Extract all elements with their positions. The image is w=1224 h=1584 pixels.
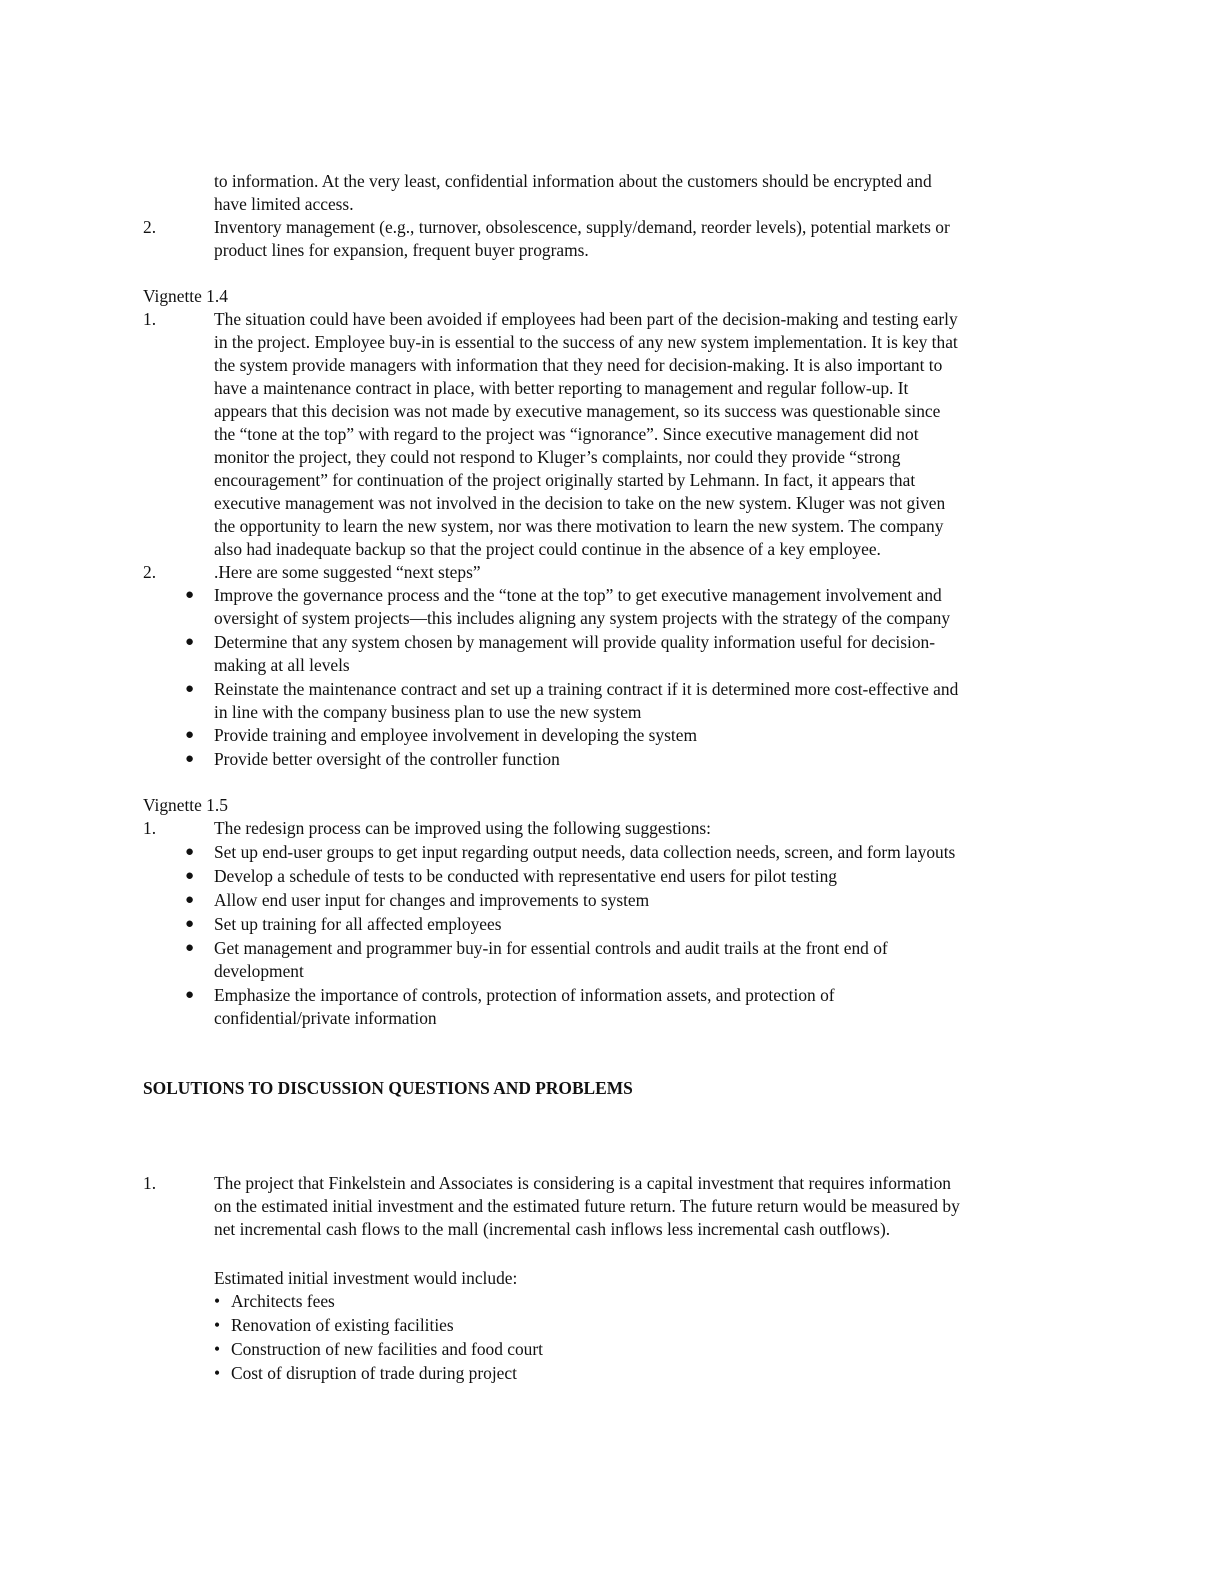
v14-bullet-2-line-2: making at all levels xyxy=(214,655,350,675)
bullet-icon: ● xyxy=(185,916,195,932)
v15-item1-lead: The redesign process can be improved using the following suggestions: xyxy=(214,818,711,838)
v15-bullet-1: Set up end-user groups to get input regarding output needs, data collection needs, screen, and form layouts xyxy=(214,842,956,862)
v15-bullet-6-line-1: Emphasize the importance of controls, protection of information assets, and protection of xyxy=(214,985,835,1005)
intro-line-2: have limited access. xyxy=(214,194,354,214)
v14-item2-lead: .Here are some suggested “next steps” xyxy=(214,562,481,582)
v14-item2-number: 2. xyxy=(143,562,157,582)
v15-bullet-6-line-2: confidential/private information xyxy=(214,1008,437,1028)
v14-bullet-3-line-2: in line with the company business plan to use the new system xyxy=(214,702,642,722)
bullet-icon: ● xyxy=(185,844,195,860)
v15-bullet-5-line-2: development xyxy=(214,961,304,981)
v14-item1-line: executive management was not involved in the decision to take on the new system. Kluger was not given xyxy=(214,493,946,513)
v14-item1-line: the opportunity to learn the new system, nor was there motivation to learn the new system. The company xyxy=(214,516,944,536)
bullet-icon: ● xyxy=(185,681,195,697)
small-bullet-icon: • xyxy=(214,1291,221,1311)
small-bullet-icon: • xyxy=(214,1339,221,1359)
v14-bullet-2-line-1: Determine that any system chosen by management will provide quality information useful for decision- xyxy=(214,632,936,652)
solutions-item1-line: on the estimated initial investment and the estimated future return. The future return would be measured by xyxy=(214,1196,960,1216)
solutions-item1-line: The project that Finkelstein and Associates is considering is a capital investment that requires information xyxy=(214,1173,951,1193)
solutions-sublead: Estimated initial investment would include: xyxy=(214,1268,518,1288)
intro-item2-line-1: Inventory management (e.g., turnover, obsolescence, supply/demand, reorder levels), potential markets or xyxy=(214,217,950,237)
v14-item1-line: have a maintenance contract in place, with better reporting to management and regular follow-up. It xyxy=(214,378,909,398)
solutions-subitem: Construction of new facilities and food court xyxy=(231,1339,543,1359)
small-bullet-icon: • xyxy=(214,1315,221,1335)
v15-bullet-5-line-1: Get management and programmer buy-in for essential controls and audit trails at the front end of xyxy=(214,938,888,958)
bullet-icon: ● xyxy=(185,868,195,884)
v14-item1-line: the system provide managers with information that they need for decision-making. It is also important to xyxy=(214,355,943,375)
v14-bullet-1-line-2: oversight of system projects—this includes aligning any system projects with the strategy of the company xyxy=(214,608,951,628)
intro-line-1: to information. At the very least, confidential information about the customers should be encrypted and xyxy=(214,171,932,191)
v15-bullet-2: Develop a schedule of tests to be conducted with representative end users for pilot testing xyxy=(214,866,837,886)
v14-item1-line: the “tone at the top” with regard to the project was “ignorance”. Since executive management did not xyxy=(214,424,919,444)
small-bullet-icon: • xyxy=(214,1363,221,1383)
solutions-item1-number: 1. xyxy=(143,1173,157,1193)
intro-item2-line-2: product lines for expansion, frequent buyer programs. xyxy=(214,240,589,260)
bullet-icon: ● xyxy=(185,634,195,650)
bullet-icon: ● xyxy=(185,751,195,767)
bullet-icon: ● xyxy=(185,940,195,956)
solutions-subitem: Architects fees xyxy=(231,1291,335,1311)
v14-item1-line: The situation could have been avoided if employees had been part of the decision-making and testing early xyxy=(214,309,958,329)
solutions-item1-line: net incremental cash flows to the mall (incremental cash inflows less incremental cash outflows). xyxy=(214,1219,891,1239)
solutions-subitem: Cost of disruption of trade during project xyxy=(231,1363,517,1383)
v15-bullet-4: Set up training for all affected employees xyxy=(214,914,502,934)
bullet-icon: ● xyxy=(185,587,195,603)
v14-item1-number: 1. xyxy=(143,309,157,329)
bullet-icon: ● xyxy=(185,727,195,743)
v14-item1-line: encouragement” for continuation of the project originally started by Lehmann. In fact, it appears that xyxy=(214,470,916,490)
bullet-icon: ● xyxy=(185,987,195,1003)
v14-item1-line: in the project. Employee buy-in is essential to the success of any new system implementation. It is key that xyxy=(214,332,958,352)
v14-bullet-1-line-1: Improve the governance process and the “tone at the top” to get executive management involvement and xyxy=(214,585,942,605)
v14-bullet-3-line-1: Reinstate the maintenance contract and set up a training contract if it is determined more cost-effective and xyxy=(214,679,959,699)
v14-item1-line: monitor the project, they could not respond to Kluger’s complaints, nor could they provide “strong xyxy=(214,447,901,467)
v14-bullet-5: Provide better oversight of the controller function xyxy=(214,749,560,769)
intro-item2-number: 2. xyxy=(143,217,157,237)
bullet-icon: ● xyxy=(185,892,195,908)
v14-item1-line: appears that this decision was not made by executive management, so its success was questionable since xyxy=(214,401,941,421)
solutions-subitem: Renovation of existing facilities xyxy=(231,1315,454,1335)
v14-bullet-4: Provide training and employee involvement in developing the system xyxy=(214,725,697,745)
vignette-1-4-title: Vignette 1.4 xyxy=(143,286,228,306)
v15-bullet-3: Allow end user input for changes and improvements to system xyxy=(214,890,650,910)
vignette-1-5-title: Vignette 1.5 xyxy=(143,795,228,815)
v15-item1-number: 1. xyxy=(143,818,157,838)
v14-item1-line: also had inadequate backup so that the project could continue in the absence of a key employee. xyxy=(214,539,881,559)
section-heading: SOLUTIONS TO DISCUSSION QUESTIONS AND PROBLEMS xyxy=(143,1078,633,1098)
